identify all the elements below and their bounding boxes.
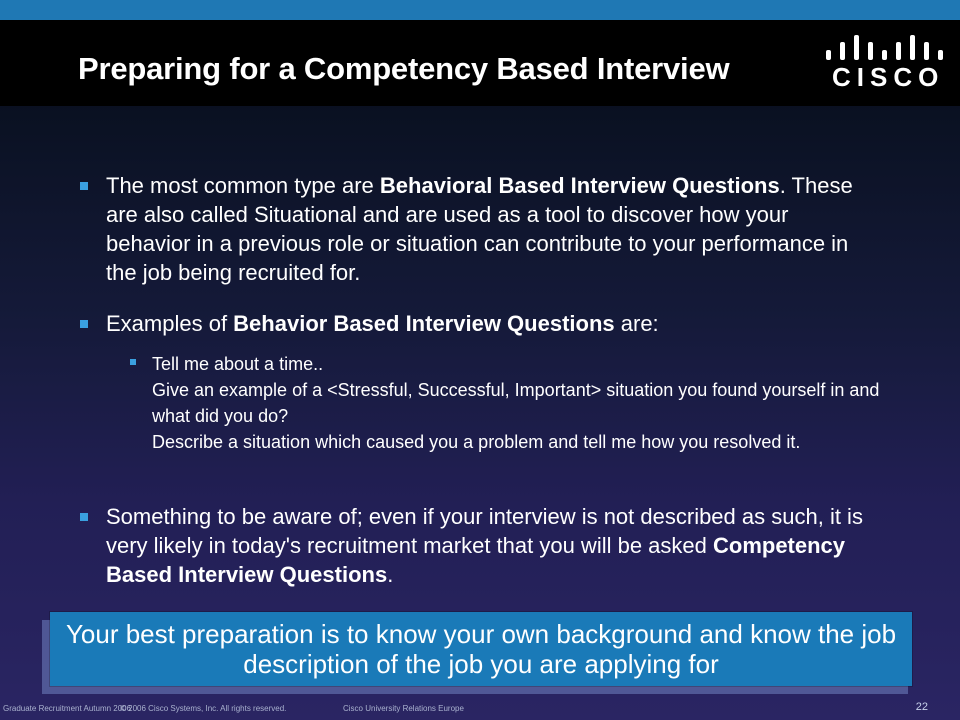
bullet-1-pre: The most common type are: [106, 173, 380, 198]
bullet-2-pre: Examples of: [106, 311, 234, 336]
small-square-bullet-icon: [130, 359, 136, 365]
footer-left: Graduate Recruitment Autumn 2006: [3, 704, 132, 713]
bullet-3-pre: Something to be aware of; even if your interview is not described as such, it is very likely in today's recruitment market that you will be asked: [106, 504, 863, 558]
sub-bullet-line-1: Tell me about a time..: [152, 354, 324, 374]
bullet-3: [106, 502, 876, 589]
footer-middle: © 2006 Cisco Systems, Inc. All rights reserved.: [120, 704, 287, 713]
square-bullet-icon: [80, 513, 88, 521]
footer-right: Cisco University Relations Europe: [343, 704, 464, 713]
sub-bullet-line-3: Describe a situation which caused you a problem and tell me how you resolved it.: [152, 432, 801, 452]
bullet-1-post: . These are also called Situational and are used as a tool to discover how your behavior in a previous role or situation can contribute to your performance in the job being recruited for.: [106, 173, 853, 285]
bullet-2: [106, 309, 876, 338]
bullet-1-bold: Behavioral Based Interview Questions: [379, 173, 780, 198]
bullet-2-post: are:: [614, 311, 659, 336]
bullet-3-bold: Competency Based Interview Questions: [106, 533, 846, 587]
square-bullet-icon: [80, 320, 88, 328]
sub-bullet-line-2: Give an example of a <Stressful, Successful, Important> situation you found yourself in and what did you do?: [152, 380, 880, 426]
bullet-1: [106, 171, 876, 287]
cisco-logo-word: CISCO: [832, 62, 945, 92]
square-bullet-icon: [80, 182, 88, 190]
slide-title: Preparing for a Competency Based Interview: [78, 51, 730, 86]
page-number: 22: [915, 701, 928, 713]
callout-box: Your best preparation is to know your own background and know the job description of the job you are applying for: [50, 612, 912, 686]
bullet-3-post: .: [387, 562, 394, 587]
sub-bullet: [152, 351, 902, 455]
bullet-2-bold: Behavior Based Interview Questions: [233, 311, 615, 336]
